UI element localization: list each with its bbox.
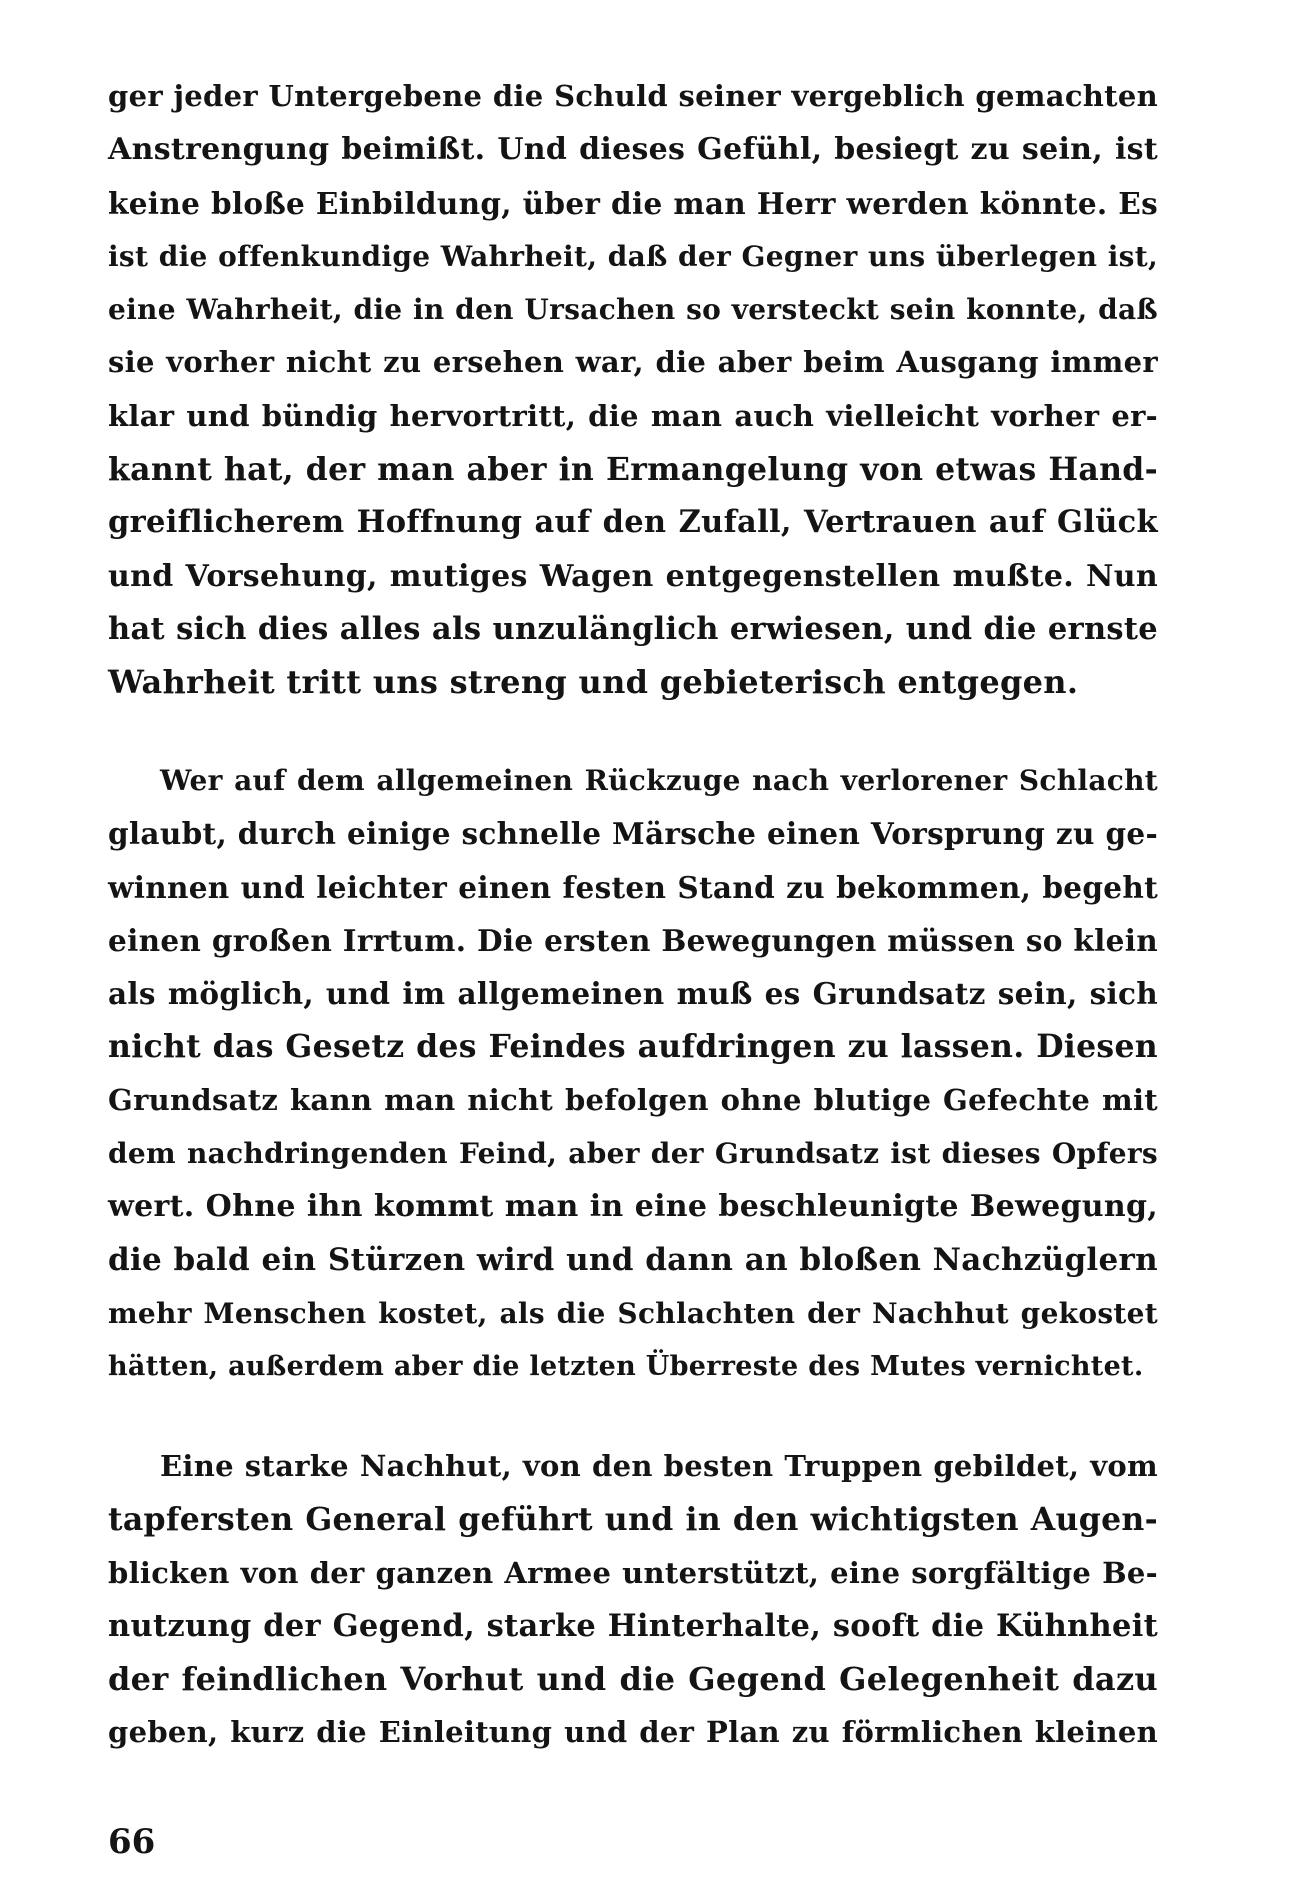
- paragraph-3: [108, 1440, 1158, 1760]
- text-line: Wer auf dem allgemeinen Rückzuge nach verlorener Schlacht: [160, 764, 1158, 797]
- text-line: blicken von der ganzen Armee unterstützt, eine sorgfältige Be-: [108, 1555, 1158, 1590]
- text-line: Grundsatz kann man nicht befolgen ohne blutige Gefechte mit: [108, 1082, 1158, 1117]
- text-line: die bald ein Stürzen wird und dann an bloßen Nachzüglern: [108, 1241, 1158, 1278]
- text-line: hätten, außerdem aber die letzten Überreste des Mutes vernichtet.: [108, 1351, 1144, 1383]
- text-line: mehr Menschen kostet, als die Schlachten der Nachhut gekostet: [108, 1296, 1158, 1330]
- text-line: Eine starke Nachhut, von den besten Truppen gebildet, vom: [160, 1449, 1158, 1483]
- text-line: ger jeder Untergebene die Schuld seiner vergeblich gemachten: [108, 79, 1158, 113]
- text-line: nicht das Gesetz des Feindes aufdringen zu lassen. Diesen: [108, 1028, 1158, 1066]
- text-line: Wahrheit tritt uns streng und gebieterisch entgegen.: [108, 663, 1079, 702]
- text-line: eine Wahrheit, die in den Ursachen so versteckt sein konnte, daß: [108, 293, 1158, 327]
- text-line: einen großen Irrtum. Die ersten Bewegungen müssen so klein: [108, 922, 1158, 958]
- text-line: klar und bündig hervortritt, die man auch vielleicht vorher er-: [108, 398, 1158, 433]
- text-line: keine bloße Einbildung, über die man Herr werden könnte. Es: [108, 185, 1158, 221]
- text-line: der feindlichen Vorhut und die Gegend Gelegenheit dazu: [108, 1660, 1158, 1699]
- text-line: hat sich dies alles als unzulänglich erwiesen, und die ernste: [108, 610, 1158, 647]
- text-line: dem nachdringenden Feind, aber der Grundsatz ist dieses Opfers: [108, 1137, 1158, 1171]
- text-line: nutzung der Gegend, starke Hinterhalte, sooft die Kühnheit: [108, 1607, 1158, 1644]
- text-line: als möglich, und im allgemeinen muß es Grundsatz sein, sich: [108, 976, 1158, 1012]
- page-number: 66: [108, 1822, 156, 1862]
- text-line: Anstrengung beimißt. Und dieses Gefühl, besiegt zu sein, ist: [108, 132, 1158, 168]
- text-line: ist die offenkundige Wahrheit, daß der Gegner uns überlegen ist,: [108, 239, 1158, 273]
- text-line: tapfersten General geführt und in den wichtigsten Augen-: [108, 1501, 1158, 1539]
- text-line: und Vorsehung, mutiges Wagen entgegenstellen mußte. Nun: [108, 558, 1158, 594]
- text-line: wert. Ohne ihn kommt man in eine beschleunigte Bewegung,: [108, 1189, 1158, 1225]
- paragraph-2: [108, 754, 1158, 1394]
- text-line: greiflicherem Hoffnung auf den Zufall, Vertrauen auf Glück: [108, 504, 1158, 541]
- paragraph-1: [108, 70, 1158, 710]
- text-line: winnen und leichter einen festen Stand zu bekommen, begeht: [108, 869, 1158, 905]
- text-line: glaubt, durch einige schnelle Märsche einen Vorsprung zu ge-: [108, 816, 1158, 852]
- text-line: sie vorher nicht zu ersehen war, die aber beim Ausgang immer: [108, 345, 1158, 380]
- text-line: geben, kurz die Einleitung und der Plan zu förmlichen kleinen: [108, 1715, 1158, 1750]
- text-line: kannt hat, der man aber in Ermangelung von etwas Hand-: [108, 451, 1158, 489]
